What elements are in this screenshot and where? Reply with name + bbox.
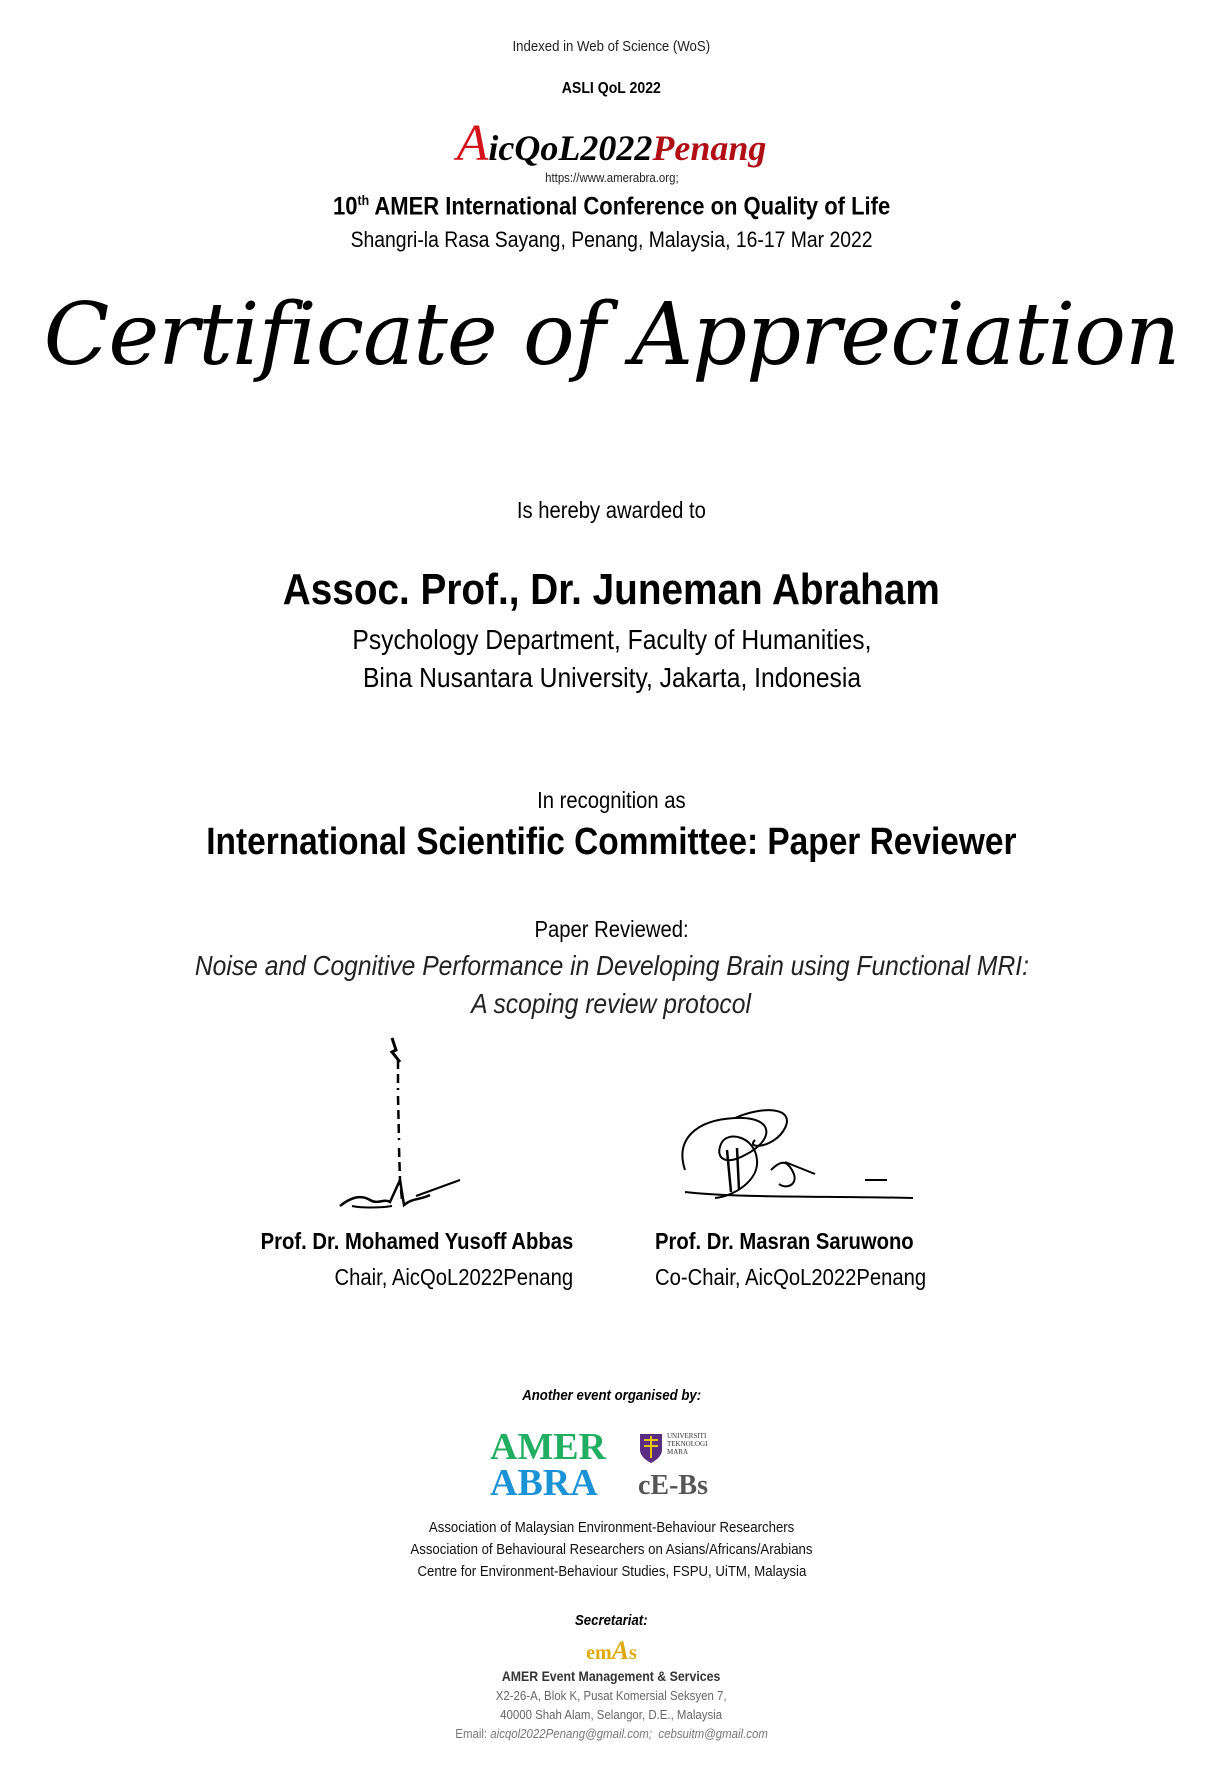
emas-logo-post: s — [629, 1642, 637, 1664]
co-chair-title: Co-Chair, AicQoL2022Penang — [655, 1264, 927, 1290]
secretariat-email — [0, 1726, 1223, 1741]
affiliation-line-2: Bina Nusantara University, Jakarta, Indonesia — [362, 662, 861, 693]
conference-ordinal-suffix: th — [357, 192, 369, 208]
recipient-name: Assoc. Prof., Dr. Juneman Abraham — [282, 565, 941, 614]
conference-ordinal: 10 — [332, 192, 358, 221]
uitm-crest-icon — [638, 1432, 664, 1464]
chair-signature — [320, 1030, 480, 1215]
organiser-logos — [490, 1428, 740, 1508]
co-chair-name: Prof. Dr. Masran Saruwono — [655, 1228, 914, 1254]
email-label: Email: — [455, 1726, 487, 1741]
email-link-2[interactable]: cebsuitm@gmail.com — [658, 1726, 768, 1741]
secretariat-address-line-1: X2-26-A, Blok K, Pusat Komersial Seksyen 7, — [496, 1688, 727, 1703]
uitm-wordmark: UNIVERSITI TEKNOLOGI MARA — [667, 1432, 708, 1456]
organiser-line-2: Association of Behavioural Researchers on Asians/Africans/Arabians — [410, 1541, 813, 1558]
website-url[interactable]: https://www.amerabra.org; — [544, 170, 679, 185]
logo-initial: A — [456, 115, 489, 172]
organiser-line-1: Association of Malaysian Environment-Behaviour Researchers — [428, 1519, 795, 1536]
awarded-to-label: Is hereby awarded to — [516, 497, 707, 523]
emas-logo-pre: em — [586, 1642, 612, 1664]
emas-logo — [0, 1636, 1223, 1666]
recipient-role: International Scientific Committee: Paper Reviewer — [206, 821, 1017, 863]
logo-place: Penang — [652, 128, 767, 168]
secretariat-address-line-2: 40000 Shah Alam, Selangor, D.E., Malaysia — [500, 1707, 723, 1722]
paper-reviewed-label: Paper Reviewed: — [534, 916, 689, 942]
indexed-note: Indexed in Web of Science (WoS) — [512, 38, 711, 55]
email-link-1[interactable]: aicqol2022Penang@gmail.com; — [490, 1726, 652, 1741]
chair-name: Prof. Dr. Mohamed Yusoff Abbas — [260, 1228, 573, 1254]
paper-title-line-1: Noise and Cognitive Performance in Developing Brain using Functional MRI: — [194, 950, 1029, 981]
conference-venue: Shangri-la Rasa Sayang, Penang, Malaysia, 16-17 Mar 2022 — [350, 227, 873, 252]
conference-logo — [0, 114, 1223, 173]
organiser-line-3: Centre for Environment-Behaviour Studies, FSPU, UiTM, Malaysia — [417, 1563, 806, 1580]
co-chair-signature — [675, 1100, 915, 1210]
secretariat-label: Secretariat: — [575, 1612, 648, 1629]
recognition-label: In recognition as — [537, 787, 686, 813]
chair-title: Chair, AicQoL2022Penang — [334, 1264, 573, 1290]
conference-title: AMER International Conference on Quality of Life — [374, 192, 891, 221]
affiliation-line-1: Psychology Department, Faculty of Humanities, — [351, 624, 872, 655]
logo-middle: icQoL2022 — [488, 128, 653, 168]
paper-title-line-2: A scoping review protocol — [471, 988, 752, 1019]
secretariat-company: AMER Event Management & Services — [502, 1668, 721, 1684]
asli-label: ASLI QoL 2022 — [561, 80, 662, 97]
certificate-title: Certificate of Appreciation — [43, 285, 1180, 385]
organised-by-label: Another event organised by: — [522, 1387, 701, 1404]
abra-logo: ABRA — [490, 1462, 598, 1504]
emas-logo-big: A — [611, 1636, 630, 1665]
conference-name — [0, 192, 1223, 221]
cebs-logo: cE-Bs — [638, 1470, 708, 1501]
amer-logo: AMER — [490, 1426, 607, 1468]
